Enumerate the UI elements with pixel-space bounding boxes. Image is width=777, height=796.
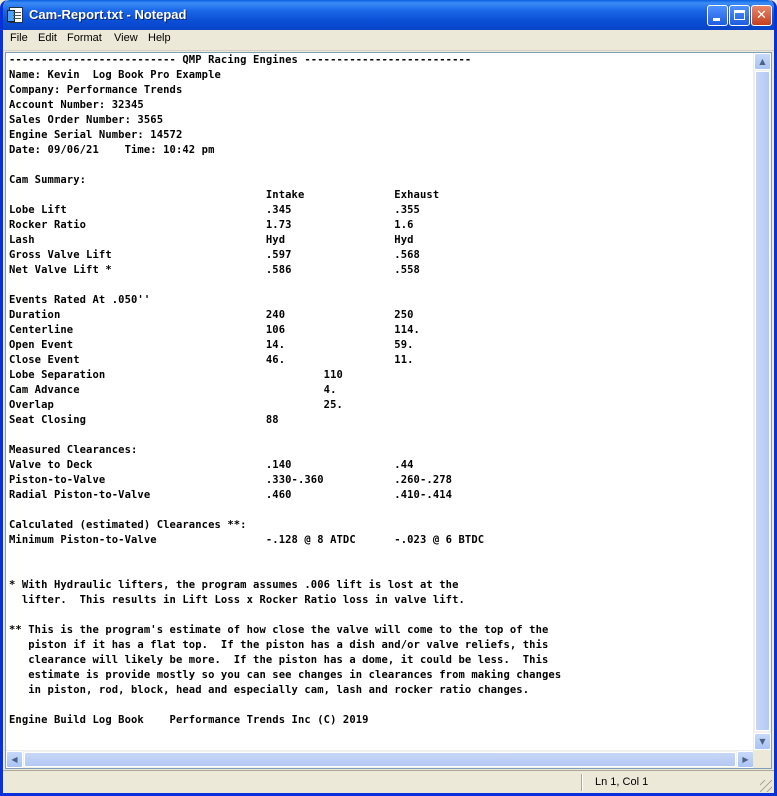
document-line (9, 698, 756, 713)
title-bar[interactable] (3, 0, 774, 30)
scroll-right-button[interactable] (737, 751, 754, 768)
scroll-left-arrow-icon: ◀ (11, 755, 18, 764)
document-line: Cam Advance 4. (9, 384, 337, 396)
document-line: Open Event 14. 59. (9, 339, 414, 351)
status-divider (581, 774, 582, 791)
document-line: Engine Build Log Book Performance Trends Inc (C) 2019 (9, 714, 369, 726)
resize-grip-icon[interactable] (760, 780, 772, 792)
document-line (9, 563, 756, 578)
maximize-icon (734, 10, 745, 20)
document-line: Cam Summary: (9, 174, 87, 186)
document-line (9, 548, 756, 563)
document-line: Intake Exhaust (9, 189, 440, 201)
scroll-up-button[interactable] (754, 53, 771, 70)
document-line: Events Rated At .050'' (9, 294, 151, 306)
horizontal-scroll-thumb[interactable] (24, 752, 736, 767)
menu-help[interactable]: Help (148, 32, 171, 44)
document-line (9, 428, 756, 443)
maximize-button[interactable] (729, 5, 750, 26)
document-line: Piston-to-Valve .330-.360 .260-.278 (9, 474, 453, 486)
document-line: Account Number: 32345 (9, 99, 144, 111)
document-line: Centerline 106 114. (9, 324, 420, 336)
document-line: Net Valve Lift * .586 .558 (9, 264, 420, 276)
document-line: Sales Order Number: 3565 (9, 114, 164, 126)
document-line: Rocker Ratio 1.73 1.6 (9, 219, 414, 231)
minimize-button[interactable] (707, 5, 728, 26)
scroll-down-button[interactable] (754, 733, 771, 750)
document-line: clearance will likely be more. If the piston has a dome, it could be less. This (9, 654, 549, 666)
menu-bar (3, 30, 774, 51)
document-line: Date: 09/06/21 Time: 10:42 pm (9, 144, 215, 156)
document-line (9, 158, 756, 173)
document-line: Measured Clearances: (9, 444, 138, 456)
document-line: Lobe Lift .345 .355 (9, 204, 420, 216)
document-line: Seat Closing 88 (9, 414, 279, 426)
text-editor[interactable] (5, 52, 772, 769)
document-line: lifter. This results in Lift Loss x Rocker Ratio loss in valve lift. (9, 594, 465, 606)
document-line: Lobe Separation 110 (9, 369, 343, 381)
document-line: Close Event 46. 11. (9, 354, 414, 366)
menu-view[interactable]: View (114, 32, 138, 44)
document-line (9, 278, 756, 293)
menu-edit[interactable]: Edit (38, 32, 57, 44)
document-line: in piston, rod, block, head and especially cam, lash and rocker ratio changes. (9, 684, 530, 696)
scrollbar-corner (753, 750, 771, 768)
document-line: Company: Performance Trends (9, 84, 183, 96)
document-line (9, 608, 756, 623)
document-line: Name: Kevin Log Book Pro Example (9, 69, 221, 81)
cursor-position: Ln 1, Col 1 (595, 776, 649, 788)
document-line: Overlap 25. (9, 399, 343, 411)
scroll-left-button[interactable] (6, 751, 23, 768)
scroll-up-arrow-icon: ▲ (759, 57, 766, 66)
document-line: -------------------------- QMP Racing Engines -------------------------- (9, 54, 472, 66)
menu-format[interactable]: Format (67, 32, 102, 44)
document-line: Minimum Piston-to-Valve -.128 @ 8 ATDC -.023 @ 6 BTDC (9, 534, 485, 546)
vertical-scrollbar[interactable] (753, 53, 771, 750)
document-line: Gross Valve Lift .597 .568 (9, 249, 420, 261)
document-line: Radial Piston-to-Valve .460 .410-.414 (9, 489, 453, 501)
document-line: Valve to Deck .140 .44 (9, 459, 414, 471)
document-line: Calculated (estimated) Clearances **: (9, 519, 247, 531)
scroll-down-arrow-icon: ▼ (759, 737, 766, 746)
document-text-area[interactable] (9, 53, 756, 750)
document-line: Lash Hyd Hyd (9, 234, 414, 246)
notepad-icon[interactable] (9, 7, 23, 23)
document-line: Engine Serial Number: 14572 (9, 129, 183, 141)
horizontal-scrollbar[interactable] (6, 750, 754, 768)
close-icon: ✕ (756, 8, 767, 23)
document-line: piston if it has a flat top. If the piston has a dish and/or valve reliefs, this (9, 639, 549, 651)
status-bar (3, 770, 774, 794)
document-line: Duration 240 250 (9, 309, 414, 321)
scroll-right-arrow-icon: ▶ (742, 755, 749, 764)
minimize-icon (713, 18, 720, 21)
menu-file[interactable]: File (10, 32, 28, 44)
window-title: Cam-Report.txt - Notepad (29, 7, 187, 22)
close-button[interactable] (751, 5, 772, 26)
vertical-scroll-thumb[interactable] (755, 71, 770, 731)
document-line: estimate is provide mostly so you can see changes in clearances from making changes (9, 669, 562, 681)
document-line (9, 503, 756, 518)
document-content (9, 53, 756, 728)
document-line: * With Hydraulic lifters, the program assumes .006 lift is lost at the (9, 579, 459, 591)
document-line: ** This is the program's estimate of how close the valve will come to the top of the (9, 624, 549, 636)
